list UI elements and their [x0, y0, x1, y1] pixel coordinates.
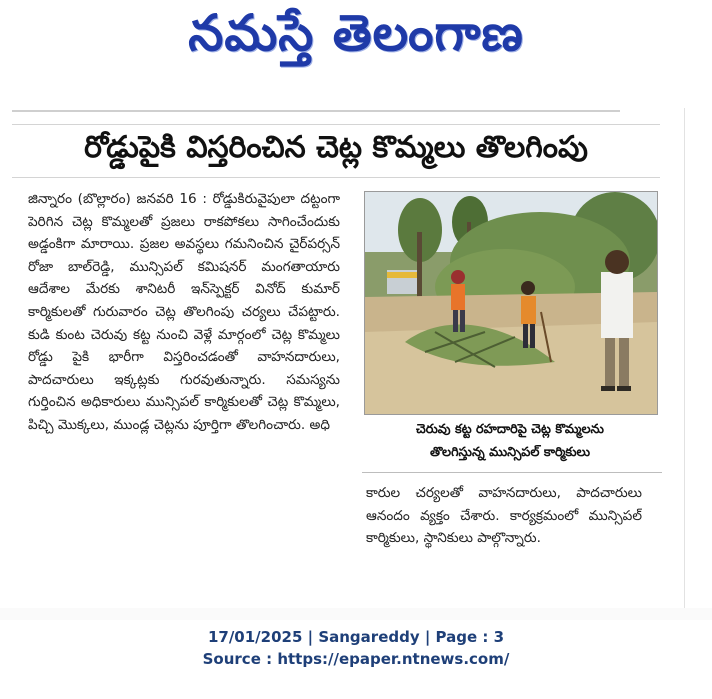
headline-box [12, 124, 660, 178]
edition-line: 17/01/2025 | Sangareddy | Page : 3 [207, 628, 505, 646]
photo-caption [364, 418, 656, 466]
top-rule [12, 110, 620, 112]
adjacent-column-fragment [684, 108, 712, 608]
news-photo [364, 191, 658, 415]
photo-caption-line-2: తొలగిస్తున్న మున్సిపల్ కార్మికులు [429, 445, 591, 460]
page-cut-edge [0, 608, 712, 620]
caption-divider [362, 472, 662, 473]
article-body-right: కారుల చర్యలతో వాహనదారులు, పాదచారులు ఆనందం వ్యక్తం చేశారు. కార్యక్రమంలో మున్సిపల్ కార్మికులు, స్థానికులు పాల్గొన్నారు. [366, 485, 642, 547]
masthead [0, 0, 712, 78]
source-link[interactable]: Source : https://epaper.ntnews.com/ [202, 650, 510, 668]
article-body-left: జిన్నారం (బొల్లారం) జనవరి 16 : రోడ్డుకిరువైపులా దట్టంగా పెరిగిన చెట్ల కొమ్మలతో ప్రజలు రాకపోకలు సాగించేందుకు అడ్డంకిగా మారాయి. ప్రజల అవస్థలు గమనించిన చైర్‌పర్సన్ రోజా బాల్‌రెడ్డి, మున్సిపల్ కమిషనర్ మంగతాయారు ఆదేశాల మేరకు శానిటరీ ఇన్‌స్పెక్టర్ వినోద్ కుమార్ కార్మికులతో గురువారం చెట్ల తొలగింపు చర్యలు చేపట్టారు. కుడి కుంట చెరువు కట్ట నుంచి వెళ్లే మార్గంలో చెట్ల కొమ్మలు రోడ్డు పైకి భారీగా విస్తరించడంతో వాహనదారులు, పాదచారులు ఇక్కట్లకు గురవుతున్నారు. సమస్యను గుర్తించిన అధికారులు మున్సిపల్ కార్మికులతో చెట్ల కొమ్మలు, పిచ్చి మొక్కలు, ముండ్ల చెట్లను పూర్తిగా తొలగించారు. అధి [28, 191, 340, 433]
article-headline: రోడ్డుపైకి విస్తరించిన చెట్ల కొమ్మలు తొలగింపు [84, 130, 588, 165]
photo-caption-line-1: చెరువు కట్ట రహదారిపై చెట్ల కొమ్మలను [416, 422, 604, 437]
source-footer [0, 626, 712, 670]
masthead-title: నమస్తే తెలంగాణ [188, 3, 524, 62]
